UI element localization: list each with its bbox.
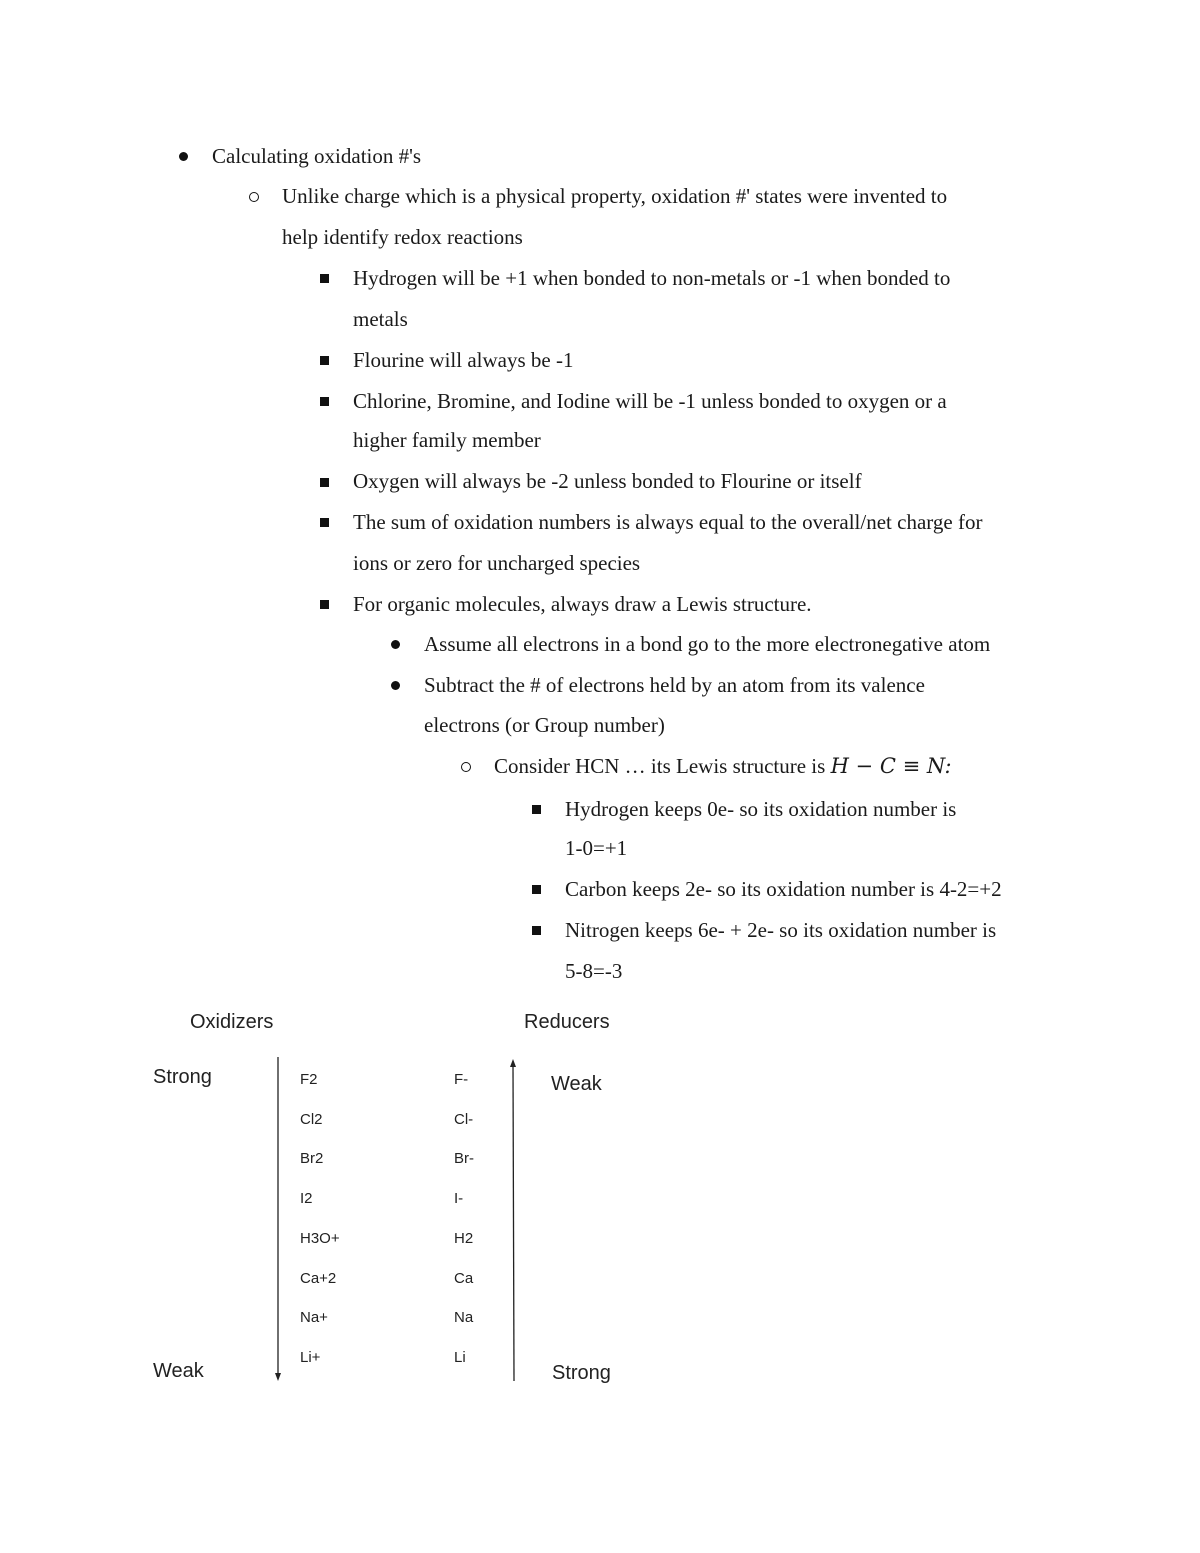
reducer-species: H2 xyxy=(454,1229,474,1247)
rule-sum-cont: ions or zero for uncharged species xyxy=(353,551,641,575)
bullet-circle xyxy=(461,762,471,772)
bullet-square xyxy=(320,600,329,609)
reducer-strong-label: Strong xyxy=(552,1362,611,1384)
oxidizer-strength-arrow xyxy=(272,1055,284,1385)
bullet-square xyxy=(320,397,329,406)
rule-hydrogen: Hydrogen will be +1 when bonded to non-metals or -1 when bonded to xyxy=(353,266,951,290)
reducer-species: Li xyxy=(454,1348,466,1366)
bullet-disc xyxy=(179,152,188,161)
reducer-species: Na xyxy=(454,1309,474,1327)
hcn-hydrogen: Hydrogen keeps 0e- so its oxidation number is xyxy=(565,797,957,821)
bullet-square xyxy=(532,885,541,894)
rule-organic: For organic molecules, always draw a Lewis structure. xyxy=(353,592,812,616)
oxidizer-species: Cl2 xyxy=(300,1110,323,1128)
bullet-square xyxy=(532,805,541,814)
reducer-species: I- xyxy=(454,1190,464,1208)
hcn-carbon: Carbon keeps 2e- so its oxidation number is 4-2=+2 xyxy=(565,877,1002,901)
organic-step-subtract: Subtract the # of electrons held by an atom from its valence xyxy=(424,673,925,697)
reducer-species: Br- xyxy=(454,1150,474,1168)
reducer-species: Ca xyxy=(454,1269,474,1287)
bullet-square xyxy=(532,926,541,935)
bullet-disc xyxy=(391,681,400,690)
oxidizer-species: Br2 xyxy=(300,1150,324,1168)
oxidizer-weak-label: Weak xyxy=(153,1360,204,1382)
rule-halogens: Chlorine, Bromine, and Iodine will be -1 unless bonded to oxygen or a xyxy=(353,389,947,413)
oxidizer-species: F2 xyxy=(300,1071,318,1088)
heading-calculating-oxidation: Calculating oxidation #'s xyxy=(212,144,422,168)
oxidizer-species: I2 xyxy=(300,1190,313,1208)
hcn-example-text: Consider HCN … its Lewis structure is xyxy=(494,754,831,778)
bullet-circle xyxy=(249,192,259,202)
oxidizer-species: Na+ xyxy=(300,1309,328,1327)
rule-halogens-cont: higher family member xyxy=(353,428,541,452)
note-line: Unlike charge which is a physical property, oxidation #' states were invented to xyxy=(282,184,948,208)
bullet-square xyxy=(320,356,329,365)
rule-hydrogen-cont: metals xyxy=(353,307,408,331)
reducer-species: Cl- xyxy=(454,1110,474,1128)
reducers-title: Reducers xyxy=(524,1011,610,1033)
reducer-weak-label: Weak xyxy=(551,1073,602,1095)
bullet-square xyxy=(320,518,329,527)
hcn-example xyxy=(494,752,952,780)
bullet-square xyxy=(320,274,329,283)
reducer-strength-arrow xyxy=(507,1055,519,1385)
hcn-nitrogen-cont: 5-8=-3 xyxy=(565,959,623,983)
hcn-nitrogen: Nitrogen keeps 6e- + 2e- so its oxidation number is xyxy=(565,918,997,942)
bullet-disc xyxy=(391,640,400,649)
rule-sum: The sum of oxidation numbers is always equal to the overall/net charge for xyxy=(353,510,983,534)
hcn-lewis-structure: H − C ≡ N: xyxy=(830,754,952,778)
bullet-square xyxy=(320,478,329,487)
oxidizer-species: Ca+2 xyxy=(300,1269,337,1287)
hcn-hydrogen-cont: 1-0=+1 xyxy=(565,836,628,860)
oxidizers-title: Oxidizers xyxy=(190,1011,274,1033)
organic-step-subtract-cont: electrons (or Group number) xyxy=(424,713,665,737)
oxidizer-strong-label: Strong xyxy=(153,1066,212,1088)
rule-fluorine: Flourine will always be -1 xyxy=(353,348,574,372)
organic-step-assume: Assume all electrons in a bond go to the more electronegative atom xyxy=(424,632,991,656)
oxidizer-species: H3O+ xyxy=(300,1229,340,1247)
reducer-species: F- xyxy=(454,1071,469,1088)
oxidizer-species: Li+ xyxy=(300,1348,321,1366)
rule-oxygen: Oxygen will always be -2 unless bonded to Flourine or itself xyxy=(353,469,862,493)
note-line: help identify redox reactions xyxy=(282,225,523,249)
